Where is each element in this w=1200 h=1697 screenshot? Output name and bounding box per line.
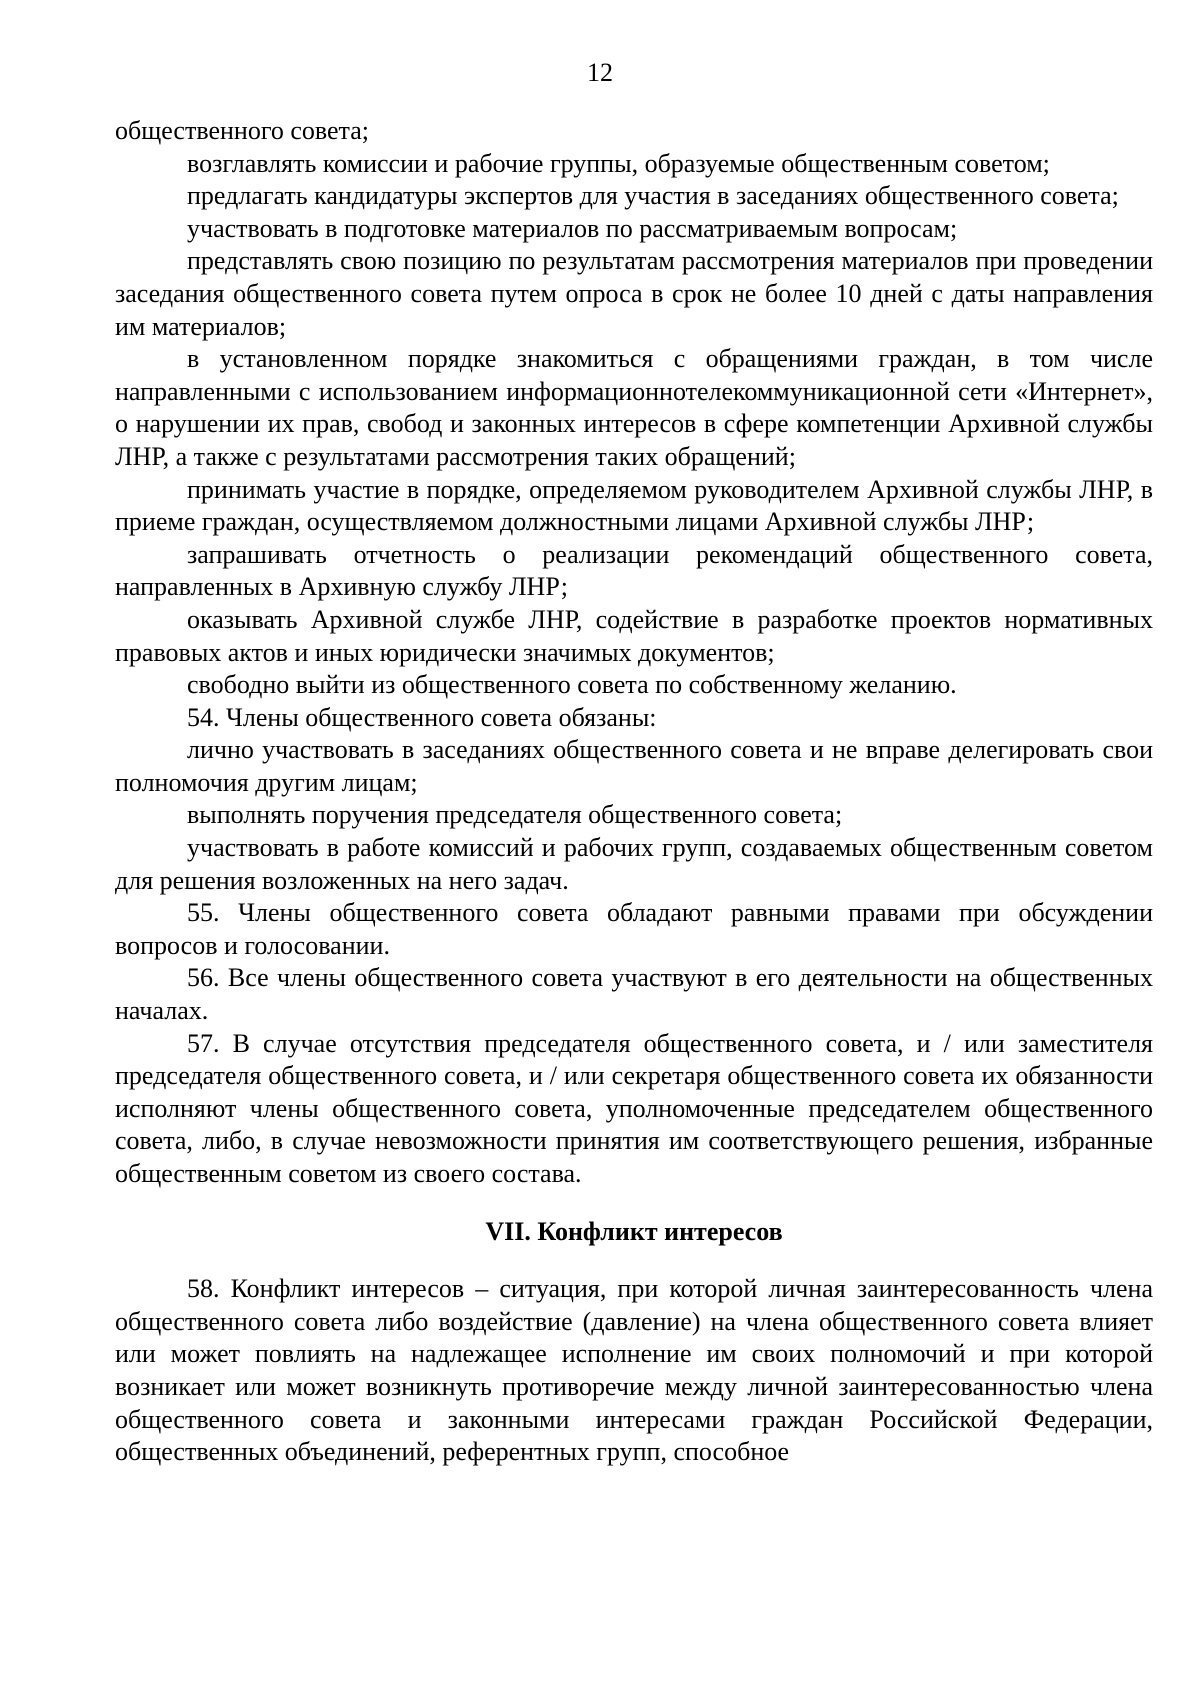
paragraph: 58. Конфликт интересов – ситуация, при которой личная заинтересованность члена общественного совета либо воздействие (давление) на члена общественного совета влияет или может повлиять на надлежащее исполнение им своих полномочий и при которой возникает или может возникнуть противоречие между личной заинтересованностью члена общественного совета и законными интересами граждан Российской Федерации, общественных объединений, референтных групп, способное [115, 1274, 1153, 1467]
paragraph: представлять свою позицию по результатам рассмотрения материалов при проведении заседания общественного совета путем опроса в срок не более 10 дней с даты направления им материалов; [115, 246, 1153, 341]
paragraph: 57. В случае отсутствия председателя общественного совета, и / или заместителя председателя общественного совета, и / или секретаря общественного совета их обязанности исполняют члены общественного совета, уполномоченные председателем общественного совета, либо, в случае невозможности принятия им соответствующего решения, избранные общественным советом из своего состава. [115, 1028, 1153, 1188]
paragraph: участвовать в подготовке материалов по рассматриваемым вопросам; [187, 213, 958, 243]
paragraph: участвовать в работе комиссий и рабочих групп, создаваемых общественным советом для решения возложенных на него задач. [115, 833, 1153, 895]
page-number: 12 [587, 58, 613, 87]
paragraph: в установленном порядке знакомиться с обращениями граждан, в том числе направленными с использованием информационнотелекоммуникационной сети «Интернет», о нарушении их прав, свобод и законных интересов в сфере компетенции Архивной службы ЛНР, а также с результатами рассмотрения таких обращений; [115, 344, 1153, 471]
paragraph: запрашивать отчетность о реализации рекомендаций общественного совета, направленных в Архивную службу ЛНР; [115, 539, 1153, 602]
paragraph: 54. Члены общественного совета обязаны: [187, 702, 657, 732]
section-heading: VII. Конфликт интересов [485, 1216, 783, 1246]
paragraph: 55. Члены общественного совета обладают равными правами при обсуждении вопросов и голосовании. [115, 898, 1153, 960]
paragraph: оказывать Архивной службе ЛНР, содействие в разработке проектов нормативных правовых актов и иных юридически значимых документов; [115, 604, 1153, 667]
paragraph: свободно выйти из общественного совета по собственному желанию. [187, 670, 957, 700]
paragraph: предлагать кандидатуры экспертов для участия в заседаниях общественного совета; [187, 181, 1119, 211]
paragraph: принимать участие в порядке, определяемом руководителем Архивной службы ЛНР, в приеме граждан, осуществляемом должностными лицами Архивной службы ЛНР; [115, 474, 1153, 537]
document-body [115, 115, 1153, 1469]
paragraph: выполнять поручения председателя общественного совета; [187, 800, 843, 830]
paragraph: 56. Все члены общественного совета участвуют в его деятельности на общественных началах. [115, 963, 1153, 1026]
paragraph: лично участвовать в заседаниях общественного совета и не вправе делегировать свои полномочия другим лицам; [115, 735, 1153, 797]
paragraph: общественного совета; [115, 116, 369, 145]
paragraph: возглавлять комиссии и рабочие группы, образуемые общественным советом; [187, 148, 1050, 178]
